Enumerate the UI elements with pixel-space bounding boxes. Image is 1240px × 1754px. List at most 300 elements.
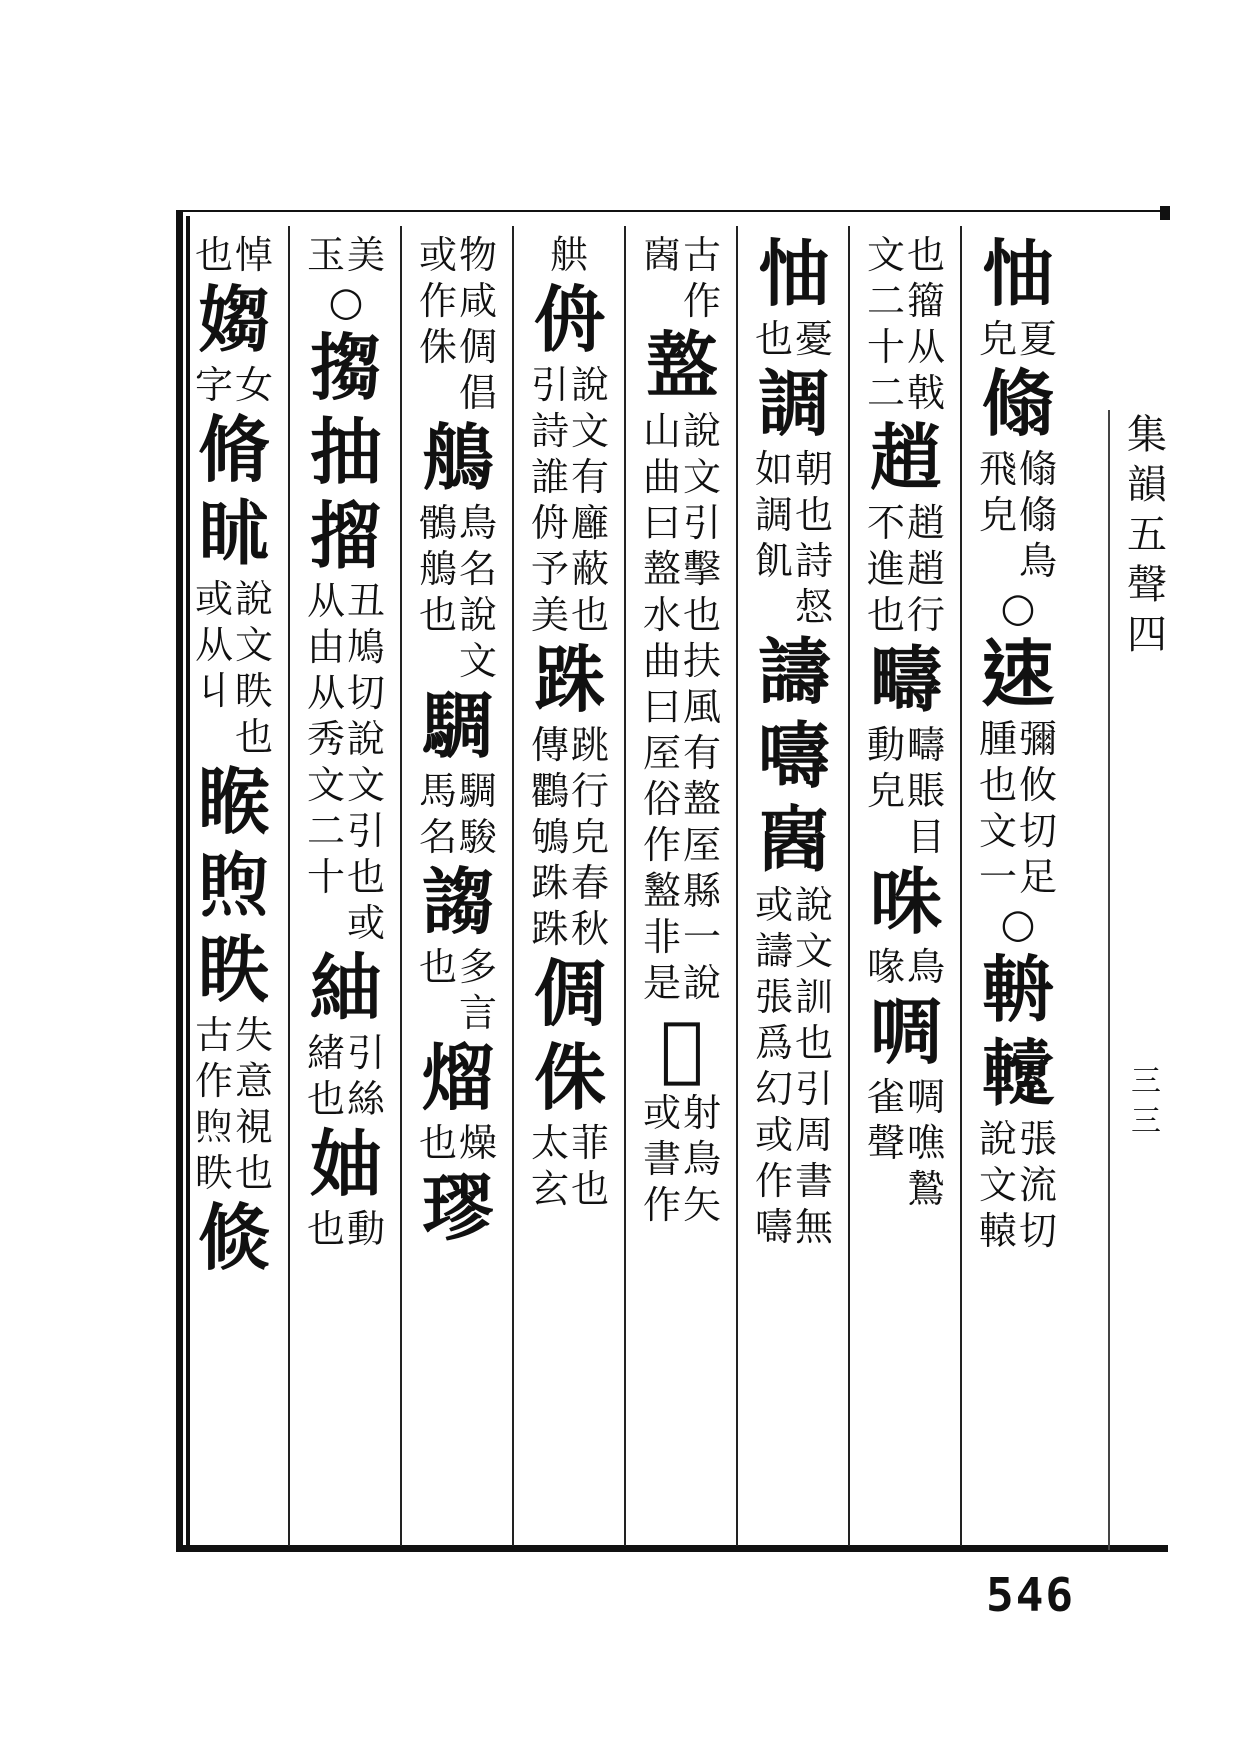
annotation-char: 古	[194, 1013, 233, 1057]
annotation-char: 文	[571, 409, 610, 453]
annotation-line	[459, 1120, 497, 1166]
headword-char: 翛	[981, 361, 1054, 446]
headword-char: 睺	[197, 759, 270, 844]
annotation-char: 鵃	[418, 547, 457, 591]
annotation-char: 說	[683, 409, 722, 453]
annotation-char: 从	[306, 579, 345, 623]
annotation-char: 駿	[459, 815, 498, 859]
annotation-char: 或	[642, 1091, 681, 1135]
annotation-char: 玄	[530, 1167, 569, 1211]
annotation-char: 憂	[795, 317, 834, 361]
annotation	[307, 232, 385, 278]
headword-char: 璆	[421, 1165, 494, 1250]
annotation-char: 行	[571, 769, 610, 813]
side-title-char: 聲	[1127, 562, 1167, 608]
annotation-char: 詩	[530, 409, 569, 453]
annotation	[643, 1090, 721, 1228]
annotation-line	[755, 316, 793, 362]
annotation-char: 作	[642, 823, 681, 867]
annotation-line	[307, 1206, 345, 1252]
annotation-char: 作	[194, 1059, 233, 1103]
annotation-char: 文	[347, 763, 386, 807]
annotation-char: 从	[306, 671, 345, 715]
annotation-char: 嚋	[754, 1205, 793, 1249]
annotation-char: 菲	[571, 1121, 610, 1165]
annotation-line	[867, 232, 905, 416]
annotation-char: 咸	[459, 279, 498, 323]
annotation-char: 古	[683, 233, 722, 277]
side-title-char: 集	[1127, 412, 1167, 458]
annotation-char: 惄	[795, 585, 834, 629]
annotation-line	[459, 944, 497, 1036]
annotation-line	[907, 944, 945, 990]
headword-char: 抽	[309, 409, 382, 494]
annotation-char: 盩	[642, 547, 681, 591]
annotation-char: 鳥	[1019, 539, 1058, 583]
annotation-char: 文	[866, 233, 905, 277]
annotation	[419, 768, 497, 860]
annotation-line	[235, 576, 273, 760]
annotation-char: 朝	[795, 447, 834, 491]
annotation-char: 周	[795, 1113, 834, 1157]
headword-char: 咮	[869, 859, 942, 944]
annotation-char: 皃	[866, 769, 905, 813]
annotation-line	[459, 500, 497, 684]
annotation-char: 鳥	[683, 1137, 722, 1181]
annotation-char: 言	[459, 991, 498, 1035]
annotation-char: 引	[795, 1067, 834, 1111]
annotation-char: 調	[754, 493, 793, 537]
annotation-line	[979, 446, 1017, 584]
headword-char: 侜	[533, 277, 606, 362]
annotation-char: 也	[418, 1121, 457, 1165]
annotation-char: 引	[683, 501, 722, 545]
annotation-char: 或	[347, 901, 386, 945]
annotation-char: 也	[683, 593, 722, 637]
annotation-char: 引	[347, 809, 386, 853]
annotation	[867, 944, 945, 990]
annotation-char: 倡	[459, 371, 498, 415]
annotation-char: 作	[754, 1159, 793, 1203]
annotation-char: 秀	[306, 717, 345, 761]
annotation-char: 噍	[907, 1121, 946, 1165]
annotation-char: 書	[642, 1137, 681, 1181]
annotation-char: 跦	[530, 907, 569, 951]
headword-char: 倐	[197, 1195, 270, 1280]
annotation-char: 美	[530, 593, 569, 637]
annotation-line	[643, 408, 681, 1006]
headword-char: 趙	[869, 415, 942, 500]
annotation-char: 曲	[642, 639, 681, 683]
annotation-char: 皃	[978, 493, 1017, 537]
annotation-char: 鳥	[907, 945, 946, 989]
annotation-char: 秋	[571, 907, 610, 951]
annotation-char: 眣	[194, 1151, 233, 1195]
annotation-char: 山	[642, 409, 681, 453]
annotation-char: 或	[754, 883, 793, 927]
annotation-char: 鷙	[907, 1167, 946, 1211]
annotation-char: 說	[459, 593, 498, 637]
annotation-char: 矢	[683, 1183, 722, 1227]
annotation	[419, 944, 497, 1036]
headword-char: 眣	[197, 927, 270, 1012]
annotation-line	[755, 446, 793, 630]
annotation-line	[459, 768, 497, 860]
annotation-char: 訓	[795, 975, 834, 1019]
annotation-char: 目	[907, 815, 946, 859]
annotation-line	[979, 1116, 1017, 1254]
annotation-char: 侏	[418, 325, 457, 369]
annotation-char: 鶻	[418, 501, 457, 545]
annotation-line	[531, 1120, 569, 1212]
annotation-char: 文	[978, 1163, 1017, 1207]
annotation-char: 說	[978, 1117, 1017, 1161]
annotation	[979, 316, 1057, 362]
annotation	[755, 316, 833, 362]
annotation-char: 非	[642, 915, 681, 959]
annotation-char: 馬	[418, 769, 457, 813]
annotation-line	[683, 1090, 721, 1228]
headword-char: 譸	[757, 629, 830, 714]
annotation	[531, 1120, 609, 1212]
annotation	[419, 278, 497, 416]
text-column	[858, 232, 954, 1552]
headword-char: ○	[328, 279, 364, 325]
annotation-line	[195, 362, 233, 408]
annotation-char: 文	[459, 639, 498, 683]
annotation-char: 俗	[642, 777, 681, 821]
annotation	[643, 408, 721, 1006]
annotation-char: 賬	[907, 769, 946, 813]
headword-char: 𨏡	[981, 1031, 1054, 1116]
annotation-char: 扶	[683, 639, 722, 683]
annotation-char: 詩	[795, 539, 834, 583]
annotation-char: 傳	[530, 723, 569, 767]
annotation-char: 也	[418, 593, 457, 637]
annotation-line	[907, 722, 945, 860]
annotation-line	[1019, 716, 1057, 900]
annotation-char: 也	[571, 1167, 610, 1211]
headword-char: 鵃	[421, 415, 494, 500]
annotation-line	[347, 232, 385, 278]
annotation-char: 二	[866, 279, 905, 323]
annotation-char: 夏	[1019, 317, 1058, 361]
annotation-char: 足	[1019, 855, 1058, 899]
annotation-line	[1019, 446, 1057, 584]
annotation-line	[571, 1120, 609, 1212]
headword-char: 熘	[421, 1035, 494, 1120]
headword-char: 𥄵	[197, 491, 270, 576]
annotation-char: 說	[571, 363, 610, 407]
annotation-char: 絲	[347, 1077, 386, 1121]
annotation-char: 蔽	[571, 547, 610, 591]
annotation-char: 文	[795, 929, 834, 973]
annotation-char: 緒	[306, 1031, 345, 1075]
headword-char: 輈	[981, 947, 1054, 1032]
annotation-char: 曰	[642, 685, 681, 729]
annotation-char: 舼	[549, 233, 588, 277]
annotation-char: 跦	[530, 861, 569, 905]
annotation-line	[550, 232, 588, 278]
annotation-char: 風	[683, 685, 722, 729]
annotation	[419, 500, 497, 684]
annotation-char: 也	[795, 1021, 834, 1065]
annotation-char: 悼	[235, 233, 274, 277]
annotation-char: 盭	[642, 869, 681, 913]
annotation	[867, 500, 945, 638]
annotation-char: 動	[347, 1207, 386, 1251]
annotation-char: 也	[235, 1151, 274, 1195]
annotation-char: 雀	[866, 1075, 905, 1119]
annotation-char: 是	[642, 961, 681, 1005]
annotation-char: 厔	[683, 823, 722, 867]
headword-char: 㨨	[309, 493, 382, 578]
annotation-char: 張	[754, 975, 793, 1019]
headword-char: 盩	[645, 323, 718, 408]
annotation-line	[979, 316, 1017, 362]
annotation-line	[347, 1206, 385, 1252]
side-title-char: 四	[1127, 612, 1167, 658]
annotation-line	[419, 278, 457, 416]
side-title-char: 五	[1127, 512, 1167, 558]
annotation-char: 从	[907, 325, 946, 369]
headword-char: ○	[1000, 585, 1036, 631]
annotation-char: 太	[530, 1121, 569, 1165]
annotation-char: 厔	[642, 731, 681, 775]
text-column	[522, 232, 618, 1552]
annotation-char: 皃	[978, 317, 1017, 361]
headword-char: 媰	[197, 277, 270, 362]
annotation-char: 啁	[907, 1075, 946, 1119]
annotation	[755, 882, 833, 1250]
headword-char: 跦	[533, 637, 606, 722]
frame-corner-mark	[1160, 206, 1170, 220]
headword-char: 嚋	[757, 713, 830, 798]
annotation-char: 引	[530, 363, 569, 407]
annotation-char: 無	[795, 1205, 834, 1249]
annotation-char: 有	[571, 455, 610, 499]
annotation-line	[755, 882, 793, 1250]
annotation-char: 也	[306, 1077, 345, 1121]
annotation-char: 也	[571, 593, 610, 637]
annotation-line	[907, 1074, 945, 1212]
annotation-char: 作	[642, 1183, 681, 1227]
side-title-char: 韻	[1127, 462, 1167, 508]
annotation-char: 視	[235, 1105, 274, 1149]
side-page-mark: 三三	[1131, 1064, 1161, 1139]
headword-char: 倜	[533, 951, 606, 1036]
column-rule	[400, 226, 402, 1546]
annotation-char: 十	[306, 855, 345, 899]
annotation-char: 飢	[754, 539, 793, 583]
annotation-char: 也	[235, 715, 274, 759]
annotation-line	[531, 362, 569, 638]
annotation-line	[419, 1120, 457, 1166]
annotation-char: 丑	[347, 579, 386, 623]
annotation-char: 侜	[530, 501, 569, 545]
annotation-char: 春	[571, 861, 610, 905]
annotation	[531, 362, 609, 638]
annotation-line	[1019, 1116, 1057, 1254]
annotation-char: 也	[194, 233, 233, 277]
annotation-line	[235, 1012, 273, 1196]
annotation-char: 誰	[530, 455, 569, 499]
margin-rule	[1108, 410, 1110, 1550]
headword-char: 騆	[421, 683, 494, 768]
annotation-char: 皃	[571, 815, 610, 859]
headword-char: 紬	[309, 945, 382, 1030]
annotation-char: 文	[235, 623, 274, 667]
annotation-char: 文	[683, 455, 722, 499]
annotation-char: 轅	[978, 1209, 1017, 1253]
annotation-char: 也	[795, 493, 834, 537]
annotation-char: 騆	[459, 769, 498, 813]
annotation-char: 二	[306, 809, 345, 853]
annotation-char: 爲	[754, 1021, 793, 1065]
annotation	[979, 716, 1057, 900]
annotation-line	[795, 446, 833, 630]
column-rule	[624, 226, 626, 1546]
annotation-char: 丩	[194, 669, 233, 713]
annotation-line	[795, 316, 833, 362]
annotation-char: 予	[530, 547, 569, 591]
annotation-char: 引	[347, 1031, 386, 1075]
annotation-char: 也	[978, 763, 1017, 807]
annotation-char: 流	[1019, 1163, 1058, 1207]
annotation-char: 也	[907, 233, 946, 277]
annotation-line	[235, 362, 273, 408]
annotation	[307, 1030, 385, 1122]
annotation-line	[1019, 316, 1057, 362]
annotation	[195, 362, 273, 408]
annotation-char: 書	[795, 1159, 834, 1203]
text-column	[746, 232, 842, 1552]
annotation-char: 鸜	[530, 769, 569, 813]
annotation-line	[195, 576, 233, 760]
annotation-char: 攸	[1019, 763, 1058, 807]
annotation	[755, 446, 833, 630]
annotation	[867, 1074, 945, 1212]
annotation-char: 鳩	[347, 625, 386, 669]
annotation-char: 多	[459, 945, 498, 989]
headword-char: 啁	[869, 989, 942, 1074]
annotation-line	[307, 578, 345, 946]
annotation-char: 縣	[683, 869, 722, 913]
annotation-line	[419, 944, 457, 1036]
annotation-char: 也	[866, 593, 905, 637]
annotation-line	[867, 500, 905, 638]
annotation-char: 跳	[571, 723, 610, 767]
annotation-line	[195, 232, 233, 278]
annotation-line	[795, 882, 833, 1250]
side-title	[1122, 410, 1172, 660]
annotation-char: 翛	[1019, 447, 1058, 491]
headword-char: 𢏹	[660, 1005, 704, 1090]
annotation-char: 也	[754, 317, 793, 361]
headword-char: ○	[1000, 901, 1036, 947]
headword-char: 𨒪	[981, 631, 1054, 716]
annotation-line	[531, 722, 569, 952]
annotation	[979, 446, 1057, 584]
annotation-char: 有	[683, 731, 722, 775]
annotation-line	[307, 1030, 345, 1122]
annotation-char: 二	[866, 371, 905, 415]
annotation-char: 不	[866, 501, 905, 545]
annotation-char: 彌	[1019, 717, 1058, 761]
column-rule	[960, 226, 962, 1546]
annotation-char: 文	[978, 809, 1017, 853]
annotation	[195, 576, 273, 760]
annotation-char: 𥈈	[194, 1105, 233, 1149]
text-column	[634, 232, 730, 1552]
annotation-line	[683, 408, 721, 1006]
column-rule	[848, 226, 850, 1546]
headword-char: 調	[757, 361, 830, 446]
annotation-char: 說	[235, 577, 274, 621]
annotation-line	[419, 768, 457, 860]
annotation-char: 也	[347, 855, 386, 899]
annotation	[550, 232, 590, 278]
annotation-char: 疇	[907, 723, 946, 767]
annotation-char: 趙	[907, 547, 946, 591]
annotation-line	[419, 232, 457, 278]
headword-char: 怞	[981, 231, 1054, 316]
annotation-char: 如	[754, 447, 793, 491]
annotation-char: 美	[347, 233, 386, 277]
annotation-line	[979, 716, 1017, 900]
annotation-char: 張	[1019, 1117, 1058, 1161]
annotation-line	[867, 722, 905, 860]
annotation-char: 眣	[235, 669, 274, 713]
annotation-char: 趙	[907, 501, 946, 545]
annotation-line	[683, 232, 721, 324]
annotation-char: 說	[683, 961, 722, 1005]
annotation	[307, 578, 385, 946]
headword-char: 謅	[421, 859, 494, 944]
text-column	[186, 232, 282, 1552]
headword-char: 搊	[309, 325, 382, 410]
annotation-char: 擊	[683, 547, 722, 591]
page-number: 546	[986, 1568, 1076, 1622]
annotation-line	[459, 278, 497, 416]
annotation-char: 女	[235, 363, 274, 407]
annotation-char: 翛	[1019, 493, 1058, 537]
annotation-char: 作	[683, 279, 722, 323]
annotation-char: 喙	[866, 945, 905, 989]
annotation-line	[867, 1074, 905, 1212]
annotation	[195, 232, 273, 278]
annotation-char: 聲	[866, 1121, 905, 1165]
annotation	[307, 1206, 385, 1252]
text-column	[970, 232, 1066, 1552]
text-column	[298, 232, 394, 1552]
annotation-char: 動	[866, 723, 905, 767]
annotation	[867, 232, 945, 416]
annotation-char: 鴝	[530, 815, 569, 859]
annotation-char: 譸	[754, 929, 793, 973]
annotation-char: 籀	[907, 279, 946, 323]
annotation	[867, 722, 945, 860]
annotation-line	[867, 944, 905, 990]
headword-char: 𠾃	[757, 797, 830, 882]
annotation-char: 切	[347, 671, 386, 715]
headword-char: 侏	[533, 1035, 606, 1120]
annotation-char: 幻	[754, 1067, 793, 1111]
annotation-char: 射	[683, 1091, 722, 1135]
annotation-line	[459, 232, 497, 278]
headword-char: 妯	[309, 1121, 382, 1206]
annotation-char: 水	[642, 593, 681, 637]
